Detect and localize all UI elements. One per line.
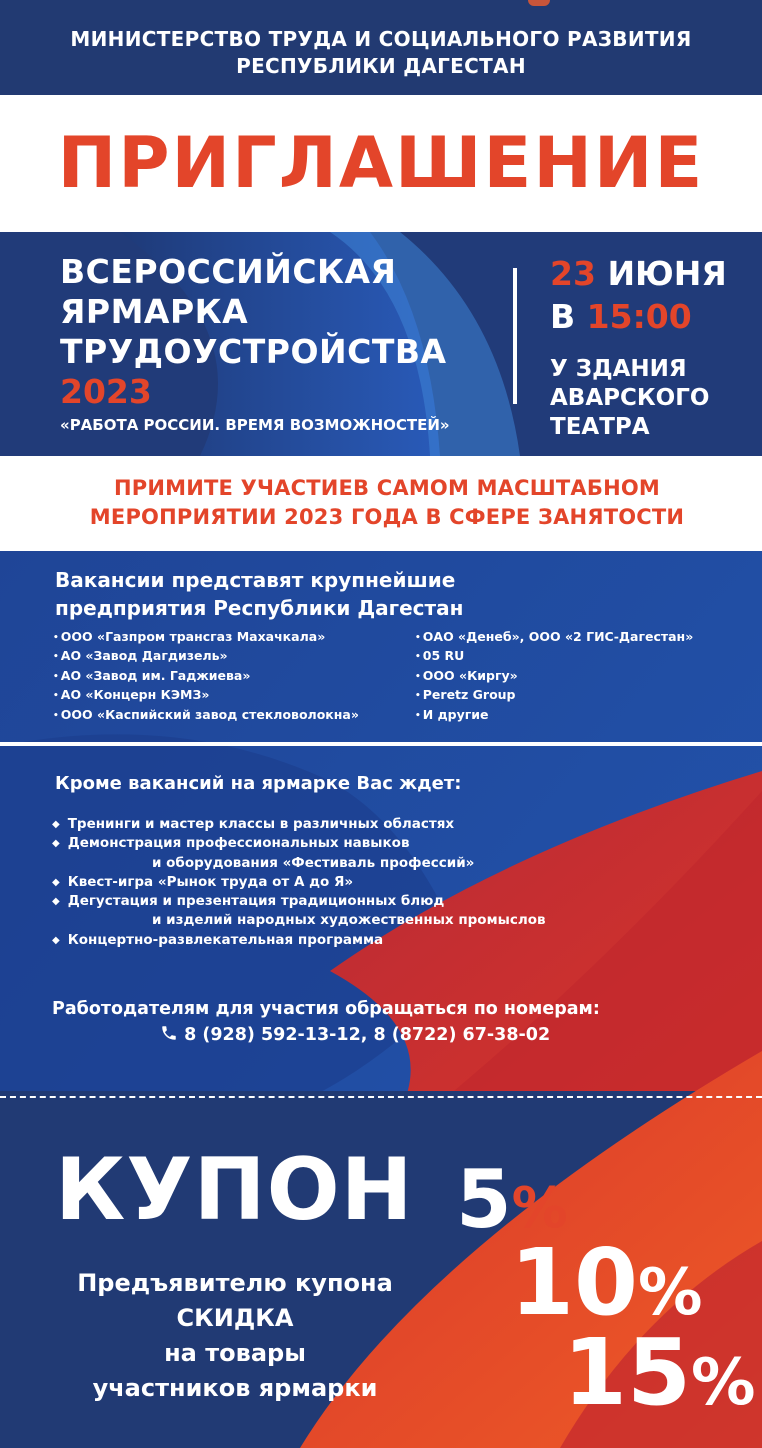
event-date (550, 253, 727, 295)
call-line-1: ПРИМИТЕ УЧАСТИЕВ САМОМ МАСШТАБНОМ (113, 476, 661, 500)
list-item: • И другие (415, 706, 693, 725)
discount-10-value: 10 (510, 1229, 639, 1336)
list-item: • Peretz Group (415, 686, 693, 705)
event-title-line-2: ЯРМАРКА (60, 292, 249, 331)
section-divider (0, 742, 762, 746)
list-item: • АО «Завод им. Гаджиева» (53, 667, 359, 686)
vacancies-list-left (53, 628, 359, 725)
list-item: ◆ Демонстрация профессиональных навыков (52, 834, 546, 853)
contacts-title: Работодателям для участия обращаться по номерам: (52, 999, 600, 1019)
discount-15 (563, 1318, 756, 1438)
event-place-line-1: У ЗДАНИЯ (550, 356, 687, 382)
coupon-cut-line (0, 1096, 762, 1098)
event-time (550, 296, 692, 338)
coupon-text-line-1: Предъявителю купона (77, 1269, 393, 1297)
percent-sign: % (638, 1255, 703, 1330)
coupon-text-line-4: участников ярмарки (92, 1374, 378, 1402)
phone-icon (160, 1024, 178, 1042)
discount-5-value: 5 (456, 1153, 512, 1246)
coupon-text-line-2: СКИДКА (176, 1304, 294, 1332)
list-item: ◆ Квест-игра «Рынок труда от А до Я» (52, 873, 546, 892)
extras-list (52, 815, 546, 950)
list-item: • ООО «Киргу» (415, 667, 693, 686)
vertical-divider (513, 268, 517, 404)
list-item: ◆ Тренинги и мастер классы в различных областях (52, 815, 546, 834)
invitation-title: ПРИГЛАШЕНИЕ (57, 122, 705, 204)
list-item: • ООО «Каспийский завод стекловолокна» (53, 706, 359, 725)
list-item: ◆ Дегустация и презентация традиционных блюд (52, 892, 546, 911)
event-place-line-3: ТЕАТРА (550, 414, 650, 440)
coupon-description (45, 1266, 425, 1406)
event-title (60, 252, 447, 372)
call-to-participate (0, 474, 762, 532)
list-item: • ООО «Газпром трансгаз Махачкала» (53, 628, 359, 647)
discount-15-value: 15 (563, 1319, 692, 1426)
call-line-2: МЕРОПРИЯТИИ 2023 ГОДА В СФЕРЕ ЗАНЯТОСТИ (89, 505, 685, 529)
event-date-month: ИЮНЯ (607, 254, 727, 293)
vacancies-list-right (415, 628, 693, 725)
vacancies-title-line-2: предприятия Республики Дагестан (55, 596, 464, 620)
contacts-phones (160, 1023, 550, 1048)
list-item: • АО «Концерн КЭМЗ» (53, 686, 359, 705)
event-date-day: 23 (550, 254, 596, 293)
list-item: • ОАО «Денеб», ООО «2 ГИС-Дагестан» (415, 628, 693, 647)
extras-title: Кроме вакансий на ярмарке Вас ждет: (55, 773, 462, 794)
event-time-prefix: В (550, 297, 576, 336)
coupon-title: КУПОН (55, 1140, 414, 1240)
list-item: • АО «Завод Дагдизель» (53, 647, 359, 666)
list-item-continuation: и оборудования «Фестиваль профессий» (152, 854, 475, 871)
ministry-name (0, 26, 762, 80)
emblem-fragment (528, 0, 550, 6)
ministry-line-1: МИНИСТЕРСТВО ТРУДА И СОЦИАЛЬНОГО РАЗВИТИЯ (70, 27, 692, 51)
event-time-value: 15:00 (586, 297, 692, 336)
event-title-line-1: ВСЕРОССИЙСКАЯ (60, 252, 397, 291)
phone-numbers: 8 (928) 592-13-12, 8 (8722) 67-38-02 (184, 1025, 551, 1045)
event-slogan: «РАБОТА РОССИИ. ВРЕМЯ ВОЗМОЖНОСТЕЙ» (60, 416, 450, 434)
ministry-line-2: РЕСПУБЛИКИ ДАГЕСТАН (236, 54, 526, 78)
list-item: ◆ Концертно-развлекательная программа (52, 931, 546, 950)
list-item: • 05 RU (415, 647, 693, 666)
vacancies-title-line-1: Вакансии представят крупнейшие (55, 568, 456, 592)
percent-sign: % (691, 1345, 756, 1420)
vacancies-title (55, 566, 463, 622)
list-item-continuation: и изделий народных художественных промыслов (152, 912, 546, 929)
event-title-line-3: ТРУДОУСТРОЙСТВА (60, 332, 447, 371)
event-place-line-2: АВАРСКОГО (550, 385, 710, 411)
event-year: 2023 (60, 372, 152, 411)
percent-sign: % (511, 1176, 568, 1241)
coupon-text-line-3: на товары (164, 1339, 306, 1367)
event-place (550, 355, 709, 442)
